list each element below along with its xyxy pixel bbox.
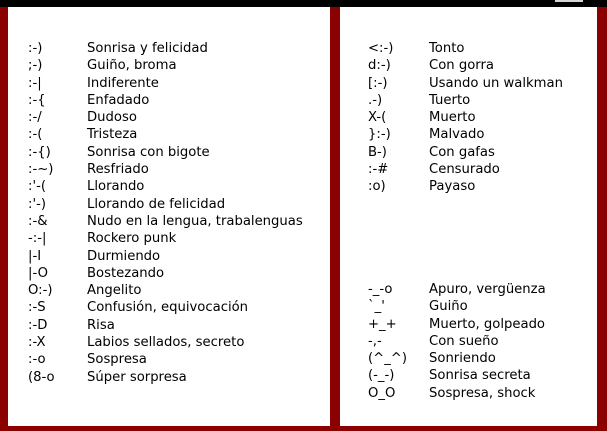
emoticon-code: :-X xyxy=(28,335,46,351)
emoticon-meaning: Durmiendo xyxy=(87,248,161,264)
emoticon-row xyxy=(368,298,546,315)
emoticon-row xyxy=(368,144,563,161)
emoticon-meaning: Llorando de felicidad xyxy=(87,196,226,212)
emoticon-row xyxy=(28,317,303,334)
emoticon-row xyxy=(28,57,303,74)
right-bottom-emoticon-list xyxy=(368,281,546,402)
emoticon-meaning: Angelito xyxy=(87,283,142,299)
emoticon-meaning: Risa xyxy=(87,317,115,333)
emoticon-code: -:-| xyxy=(28,231,47,247)
emoticon-code: :-) xyxy=(28,41,43,56)
emoticon-code: `_' xyxy=(368,299,385,315)
emoticon-code: .-) xyxy=(368,92,383,108)
emoticon-code: B-) xyxy=(368,144,387,160)
emoticon-row xyxy=(28,213,303,230)
emoticon-row xyxy=(28,248,303,265)
emoticon-row xyxy=(28,75,303,92)
emoticon-code: |-I xyxy=(28,248,42,264)
emoticon-row xyxy=(28,230,303,247)
emoticon-meaning: Indiferente xyxy=(87,75,159,91)
emoticon-meaning: Sonrisa secreta xyxy=(429,368,531,384)
emoticon-row xyxy=(28,126,303,143)
emoticon-code: :-# xyxy=(368,162,389,178)
emoticon-code: :'-) xyxy=(28,196,46,212)
emoticon-row xyxy=(368,75,563,92)
emoticon-code: :-{) xyxy=(28,144,51,160)
emoticon-row xyxy=(368,316,546,333)
emoticon-meaning: Súper sorpresa xyxy=(87,369,187,385)
left-emoticon-list xyxy=(28,40,303,386)
emoticon-row xyxy=(28,299,303,316)
bottom-border xyxy=(0,426,607,431)
emoticon-code: :-| xyxy=(28,75,42,91)
emoticon-meaning: Bostezando xyxy=(87,265,165,281)
emoticon-row xyxy=(28,351,303,368)
emoticon-code: :o) xyxy=(368,179,386,195)
emoticon-code: :'-( xyxy=(28,179,46,195)
emoticon-code: |-O xyxy=(28,265,48,281)
emoticon-row xyxy=(28,40,303,57)
emoticon-meaning: Resfriado xyxy=(87,162,149,178)
emoticon-code: -_-o xyxy=(368,282,393,297)
emoticon-row xyxy=(368,367,546,384)
emoticon-meaning: Apuro, vergüenza xyxy=(429,282,546,297)
emoticon-meaning: Enfadado xyxy=(87,92,150,108)
emoticon-row xyxy=(28,265,303,282)
emoticon-meaning: Dudoso xyxy=(87,110,137,126)
emoticon-row xyxy=(368,350,546,367)
emoticon-row xyxy=(28,178,303,195)
emoticon-code: }:-) xyxy=(368,127,391,143)
emoticon-row xyxy=(28,144,303,161)
emoticon-row xyxy=(28,282,303,299)
emoticon-row xyxy=(368,109,563,126)
emoticon-row xyxy=(28,334,303,351)
right-top-emoticon-list xyxy=(368,40,563,196)
emoticon-row xyxy=(368,281,546,298)
emoticon-row xyxy=(28,369,303,386)
emoticon-row xyxy=(368,126,563,143)
emoticon-code: -,- xyxy=(368,333,382,349)
emoticon-row xyxy=(368,92,563,109)
emoticon-code: :-/ xyxy=(28,110,42,126)
emoticon-code: :-{ xyxy=(28,92,46,108)
emoticon-row xyxy=(368,385,546,402)
emoticon-row xyxy=(368,333,546,350)
emoticon-meaning: Rockero punk xyxy=(87,231,177,247)
emoticon-row xyxy=(368,40,563,57)
emoticon-meaning: Muerto, golpeado xyxy=(429,316,546,332)
emoticon-meaning: Sonriendo xyxy=(429,351,496,367)
top-strip xyxy=(0,0,607,7)
emoticon-code: <:-) xyxy=(368,41,394,56)
emoticon-meaning: Malvado xyxy=(429,127,485,143)
emoticon-meaning: Sospresa, shock xyxy=(429,385,536,401)
emoticon-code: :-D xyxy=(28,317,48,333)
emoticon-code: d:-) xyxy=(368,58,391,74)
emoticon-code: :-S xyxy=(28,300,46,316)
emoticon-meaning: Tristeza xyxy=(87,127,138,143)
right-border xyxy=(597,7,607,431)
emoticon-meaning: Nudo en la lengua, trabalenguas xyxy=(87,213,303,229)
emoticon-code: :-~) xyxy=(28,162,54,178)
emoticon-code: ;-) xyxy=(28,58,43,74)
emoticon-code: :-( xyxy=(28,127,43,143)
emoticon-code: (^_^) xyxy=(368,351,407,367)
emoticon-meaning: Guiño xyxy=(429,299,468,315)
emoticon-meaning: Muerto xyxy=(429,110,476,126)
emoticon-meaning: Tonto xyxy=(429,41,465,56)
emoticon-row xyxy=(368,161,563,178)
emoticon-meaning: Con sueño xyxy=(429,333,499,349)
emoticon-row xyxy=(28,196,303,213)
emoticon-meaning: Sonrisa con bigote xyxy=(87,144,210,160)
emoticon-code: (8-o xyxy=(28,369,55,385)
emoticon-code: [:-) xyxy=(368,75,388,91)
emoticon-meaning: Llorando xyxy=(87,179,145,195)
emoticon-code: O_O xyxy=(368,385,396,401)
emoticon-meaning: Tuerto xyxy=(429,92,471,108)
emoticon-meaning: Guiño, broma xyxy=(87,58,177,74)
top-mark xyxy=(555,0,583,2)
emoticon-code: X-( xyxy=(368,110,387,126)
emoticon-row xyxy=(28,92,303,109)
emoticon-meaning: Censurado xyxy=(429,162,500,178)
emoticon-row xyxy=(28,109,303,126)
emoticon-row xyxy=(28,161,303,178)
emoticon-meaning: Labios sellados, secreto xyxy=(87,335,245,351)
left-border xyxy=(0,7,8,431)
emoticon-meaning: Usando un walkman xyxy=(429,75,563,91)
emoticon-meaning: Sonrisa y felicidad xyxy=(87,41,208,56)
emoticon-code: :-o xyxy=(28,352,46,368)
emoticon-row xyxy=(368,178,563,195)
emoticon-row xyxy=(368,57,563,74)
emoticon-code: (-_-) xyxy=(368,368,395,384)
emoticon-code: O:-) xyxy=(28,283,53,299)
emoticon-code: +_+ xyxy=(368,316,397,332)
emoticon-code: :-& xyxy=(28,213,48,229)
middle-divider xyxy=(330,7,340,431)
emoticon-meaning: Con gafas xyxy=(429,144,495,160)
emoticon-meaning: Sospresa xyxy=(87,352,147,368)
emoticon-meaning: Payaso xyxy=(429,179,476,195)
emoticon-meaning: Confusión, equivocación xyxy=(87,300,249,316)
emoticon-meaning: Con gorra xyxy=(429,58,494,74)
